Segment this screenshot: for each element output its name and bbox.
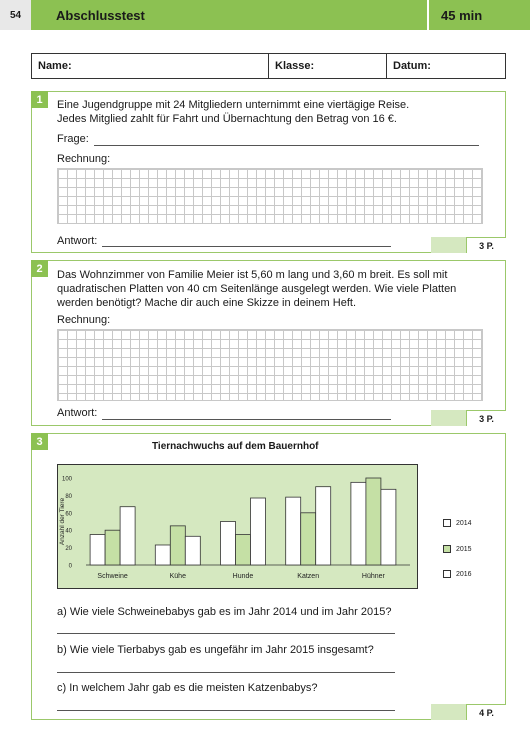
task-2-number: 2 [31, 260, 48, 277]
bar-chart [57, 464, 418, 589]
y-axis-label: Anzahl der Tiere [59, 497, 66, 546]
y-tick-label: 20 [65, 546, 72, 553]
bar-2014-hunde [221, 522, 236, 566]
legend-item-2016 [443, 570, 472, 578]
page-number: 54 [0, 0, 31, 30]
y-tick-label: 80 [65, 493, 72, 500]
task-1-calc-label: Rechnung: [57, 153, 111, 165]
bar-2015-katzen [301, 513, 316, 565]
task-3-number: 3 [31, 433, 48, 450]
class-label: Klasse: [275, 60, 315, 72]
task-2-points-value: 3 P. [466, 410, 506, 426]
bar-2016-hühner [381, 489, 396, 565]
bar-2014-kühe [155, 545, 170, 565]
chart-title: Tiernachwuchs auf dem Bauernhof [152, 441, 319, 452]
bar-2015-hunde [236, 535, 251, 565]
task-2-text-line-1: Das Wohnzimmer von Familie Meier ist 5,60 m lang und 3,60 m breit. Es soll mit [57, 269, 448, 281]
task-3-answer-b-line[interactable] [57, 672, 395, 673]
task-1-points-value: 3 P. [466, 237, 506, 253]
bar-2015-kühe [170, 526, 185, 565]
task-1-answer-line[interactable] [102, 246, 391, 247]
bar-chart-svg [58, 465, 417, 588]
task-2-text-line-2: quadratischen Platten von 40 cm Seitenlänge ausgelegt werden. Wie viele Platten [57, 283, 457, 295]
student-info-row [31, 53, 506, 79]
legend-label-2015: 2015 [456, 545, 472, 553]
legend-item-2014 [443, 519, 472, 527]
legend-label-2014: 2014 [456, 519, 472, 527]
bar-2014-schweine [90, 535, 105, 565]
task-1-answer-label: Antwort: [57, 235, 98, 247]
y-tick-label: 100 [61, 476, 72, 483]
task-3-answer-a-line[interactable] [57, 633, 395, 634]
task-2-answer-label: Antwort: [57, 407, 98, 419]
task-2-calc-label: Rechnung: [57, 314, 111, 326]
task-3-question-c: c) In welchem Jahr gab es die meisten Katzenbabys? [57, 682, 318, 694]
bar-2016-katzen [316, 487, 331, 565]
bar-2015-hühner [366, 478, 381, 565]
x-tick-label: Hunde [232, 573, 254, 580]
y-tick-label: 0 [68, 563, 72, 570]
task-3-answer-c-line[interactable] [57, 710, 395, 711]
legend-label-2016: 2016 [456, 570, 472, 578]
name-field[interactable] [32, 54, 269, 78]
legend-swatch-2014 [443, 519, 451, 527]
task-1 [31, 91, 506, 253]
task-1-number: 1 [31, 91, 48, 108]
y-tick-label: 40 [65, 528, 72, 535]
bar-2016-hunde [251, 498, 266, 565]
task-3 [31, 433, 506, 720]
task-1-calc-grid[interactable] [57, 168, 483, 224]
x-tick-label: Schweine [97, 573, 128, 580]
task-2-answer-line[interactable] [102, 419, 391, 420]
legend-item-2015 [443, 545, 472, 553]
bar-2016-schweine [120, 507, 135, 565]
task-2-text-line-3: werden benötigt? Mache dir auch eine Skizze in deinem Heft. [57, 297, 357, 309]
task-3-question-b: b) Wie viele Tierbabys gab es ungefähr im Jahr 2015 insgesamt? [57, 644, 374, 656]
task-1-points [431, 237, 506, 253]
y-tick-label: 60 [65, 511, 72, 518]
bar-2016-kühe [185, 536, 200, 565]
bar-2014-katzen [286, 497, 301, 565]
class-field[interactable] [269, 54, 387, 78]
legend-swatch-2015 [443, 545, 451, 553]
task-2-points [431, 410, 506, 426]
date-label: Datum: [393, 60, 431, 72]
task-1-text-line-2: Jedes Mitglied zahlt für Fahrt und Übernachtung den Betrag von 16 €. [57, 113, 397, 125]
task-1-question-label: Frage: [57, 133, 89, 145]
task-3-points-value: 4 P. [466, 704, 506, 720]
task-1-text-line-1: Eine Jugendgruppe mit 24 Mitgliedern unternimmt eine viertägige Reise. [57, 99, 410, 111]
name-label: Name: [38, 60, 72, 72]
bar-2014-hühner [351, 482, 366, 565]
legend-swatch-2016 [443, 570, 451, 578]
date-field[interactable] [387, 54, 505, 78]
time-limit: 45 min [429, 0, 530, 30]
task-2 [31, 260, 506, 426]
bar-2015-schweine [105, 530, 120, 565]
task-2-calc-grid[interactable] [57, 329, 483, 401]
page-title: Abschlusstest [31, 0, 427, 30]
task-1-question-line[interactable] [94, 145, 479, 146]
x-tick-label: Hühner [361, 573, 385, 580]
task-3-points [431, 704, 506, 720]
x-tick-label: Katzen [297, 573, 320, 580]
task-3-question-a: a) Wie viele Schweinebabys gab es im Jahr 2014 und im Jahr 2015? [57, 606, 392, 618]
x-tick-label: Kühe [169, 573, 186, 580]
